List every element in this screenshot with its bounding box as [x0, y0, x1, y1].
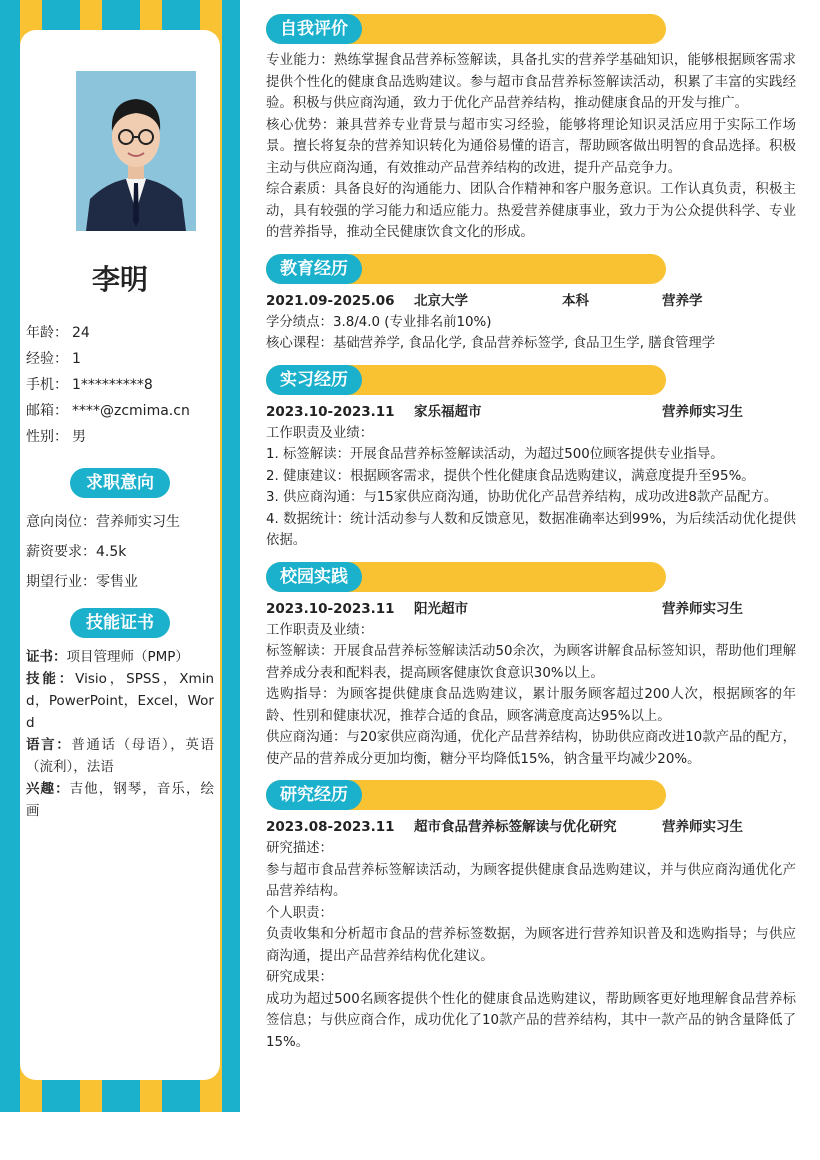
main-content	[266, 14, 796, 1053]
campus-period: 2023.10-2023.11	[266, 600, 395, 617]
section-header-research	[266, 780, 796, 810]
info-row-gender: 性别： 男	[26, 429, 86, 445]
education-courses: 核心课程：基础营养学, 食品化学, 食品营养标签学, 食品卫生学, 膳食管理学	[266, 336, 716, 351]
education-degree: 本科	[562, 292, 589, 309]
section-title: 自我评价	[266, 14, 362, 44]
internship-line: 3. 供应商沟通：与15家供应商沟通，协助优化产品营养结构，成功改进8款产品配方。	[266, 490, 778, 505]
avatar	[76, 71, 196, 231]
research-line: 成功为超过500名顾客提供个性化的健康食品选购建议，帮助顾客更好地理解食品营养标签信息；与供应商合作，成功优化了10款产品的营养结构，其中一款产品的钠含量降低了15%。	[266, 991, 796, 1050]
skill-tools: 技能：Visio，SPSS，Xmind，PowerPoint，Excel，Word	[26, 671, 215, 731]
job-intent-list	[26, 507, 216, 597]
research-line: 研究描述：	[266, 841, 333, 856]
intent-position: 意向岗位：营养师实习生	[26, 514, 180, 530]
internship-role: 营养师实习生	[662, 403, 743, 420]
intent-industry: 期望行业：零售业	[26, 574, 138, 590]
campus-org: 阳光超市	[414, 600, 468, 617]
skill-language: 语言：普通话（母语），英语（流利），法语	[26, 737, 214, 775]
internship-line: 4. 数据统计：统计活动参与人数和反馈意见，数据准确率达到99%，为后续活动优化提供依据。	[266, 511, 796, 548]
internship-line: 2. 健康建议：根据顾客需求，提供个性化健康食品选购建议，满意度提升至95%。	[266, 468, 755, 484]
research-line: 参与超市食品营养标签解读活动，为顾客提供健康食品选购建议，并与供应商沟通优化产品营养结构。	[266, 862, 796, 899]
campus-role: 营养师实习生	[662, 600, 743, 617]
section-header-education	[266, 254, 796, 284]
basic-info-list	[26, 320, 216, 450]
campus-line: 选购指导：为顾客提供健康食品选购建议，累计服务顾客超过200人次，根据顾客的年龄、性别和健康状况，推荐合适的食品，顾客满意度高达95%以上。	[266, 687, 796, 724]
section-header-campus	[266, 562, 796, 592]
campus-line: 供应商沟通：与20家供应商沟通，优化产品营养结构，协助供应商改进10款产品的配方，使产品的营养成分更加均衡，糖分平均降低15%，钠含量平均减少20%。	[266, 730, 796, 767]
section-title: 研究经历	[266, 780, 362, 810]
intent-salary: 薪资要求：4.5k	[26, 544, 127, 560]
self-eval-paragraph: 综合素质：具备良好的沟通能力、团队合作精神和客户服务意识。工作认真负责，积极主动，具有较强的学习能力和适应能力。热爱营养健康事业，致力于为公众提供科学、专业的营养指导，推动全民健康饮食文化的形成。	[266, 182, 796, 240]
campus-line: 工作职责及业绩：	[266, 622, 374, 638]
skill-certificate: 证书：项目管理师（PMP）	[26, 649, 189, 665]
candidate-name: 李明	[91, 263, 148, 296]
job-intent-title: 求职意向	[70, 468, 170, 498]
skill-interests: 兴趣：吉他，钢琴，音乐，绘画	[26, 781, 214, 819]
internship-line: 1. 标签解读：开展食品营养标签解读活动，为超过500位顾客提供专业指导。	[266, 447, 724, 462]
research-line: 个人职责：	[266, 905, 333, 921]
section-title: 实习经历	[266, 365, 362, 395]
internship-line: 工作职责及业绩：	[266, 425, 374, 441]
info-row-experience: 经验： 1	[26, 351, 81, 367]
self-eval-paragraph: 核心优势：兼具营养专业背景与超市实习经验，能够将理论知识灵活应用于实际工作场景。擅长将复杂的营养知识转化为通俗易懂的语言，帮助顾客做出明智的食品选择。积极主动与供应商沟通，有效推动产品营养结构的改进，提升产品竞争力。	[266, 117, 796, 176]
avatar-portrait-icon	[76, 71, 196, 231]
spacer	[266, 552, 796, 562]
research-topic: 超市食品营养标签解读与优化研究	[414, 819, 617, 835]
info-row-age: 年龄： 24	[26, 325, 90, 341]
section-header-self-eval	[266, 14, 796, 44]
sidebar-card	[20, 30, 220, 1080]
campus-line: 标签解读：开展食品营养标签解读活动50余次，为顾客讲解食品标签知识，帮助他们理解营养成分表和配料表，提高顾客健康饮食意识30%以上。	[266, 644, 796, 681]
spacer	[266, 770, 796, 780]
self-eval-paragraph: 专业能力：熟练掌握食品营养标签解读，具备扎实的营养学基础知识，能够根据顾客需求提供个性化的健康食品选购建议。参与超市食品营养标签解读活动，积累了丰富的实践经验。积极与供应商沟通，致力于优化产品营养结构，推动健康食品的开发与推广。	[266, 53, 796, 111]
education-school: 北京大学	[414, 292, 468, 309]
research-row	[266, 816, 796, 838]
info-row-email: 邮箱： ****@zcmima.cn	[26, 403, 190, 419]
internship-period: 2023.10-2023.11	[266, 403, 395, 420]
education-period: 2021.09-2025.06	[266, 292, 395, 309]
skills-list	[26, 646, 214, 822]
internship-row	[266, 401, 796, 423]
education-row	[266, 290, 796, 312]
spacer	[266, 355, 796, 365]
research-line: 负责收集和分析超市食品的营养标签数据，为顾客进行营养知识普及和选购指导；与供应商沟通，提出产品营养结构优化建议。	[266, 927, 796, 964]
research-period: 2023.08-2023.11	[266, 819, 395, 835]
education-gpa: 学分绩点：3.8/4.0 (专业排名前10%)	[266, 314, 492, 330]
section-title: 教育经历	[266, 254, 362, 284]
section-title: 校园实践	[266, 562, 362, 592]
info-row-phone: 手机： 1*********8	[26, 377, 153, 393]
internship-org: 家乐福超市	[414, 403, 482, 420]
skills-title: 技能证书	[70, 608, 170, 638]
research-line: 研究成果：	[266, 970, 333, 985]
research-role: 营养师实习生	[662, 819, 743, 835]
section-header-internship	[266, 365, 796, 395]
education-major: 营养学	[662, 292, 703, 309]
campus-row	[266, 598, 796, 620]
spacer	[266, 244, 796, 254]
